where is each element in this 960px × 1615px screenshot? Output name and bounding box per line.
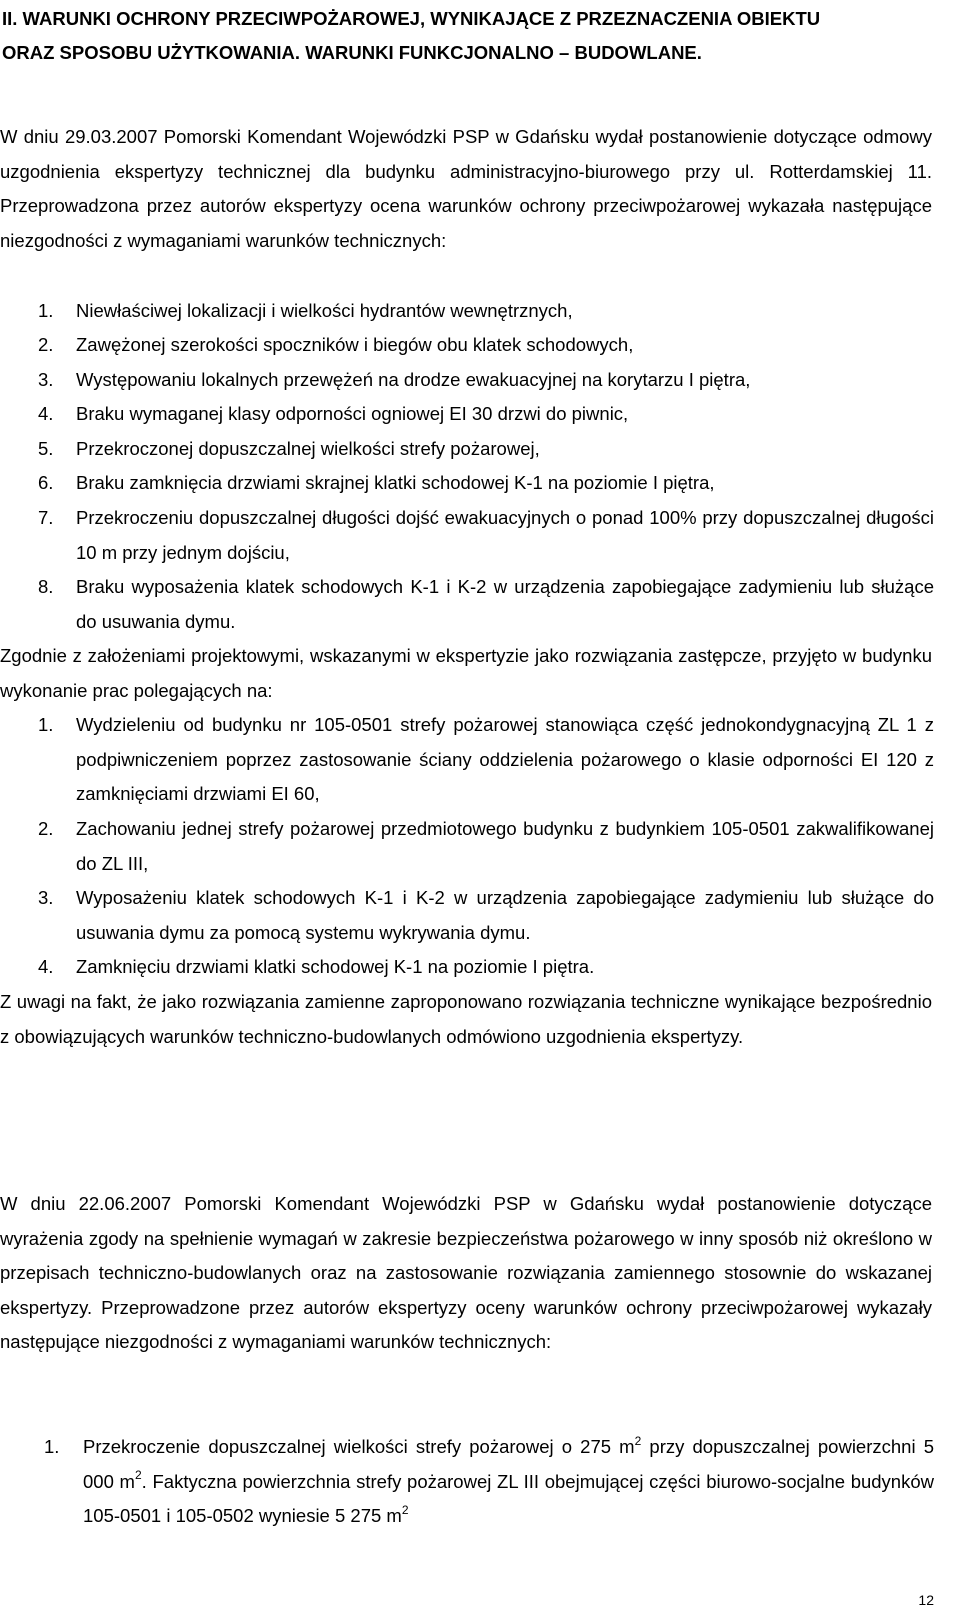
list-item-number: 4. (38, 403, 54, 424)
list-item-text: Braku zamknięcia drzwiami skrajnej klatki schodowej K-1 na poziomie I piętra, (76, 472, 715, 493)
list-item-text: Występowaniu lokalnych przewężeń na drodze ewakuacyjnej na korytarzu I piętra, (76, 369, 751, 390)
list-item-number: 3. (38, 369, 54, 390)
list-item-text: Braku wymaganej klasy odporności ogniowej EI 30 drzwi do piwnic, (76, 403, 629, 424)
list-item-number: 8. (38, 576, 54, 597)
list-item-number: 1. (38, 714, 54, 735)
list-item-number: 4. (38, 956, 54, 977)
list-item-text (83, 1430, 934, 1534)
section2-intro-paragraph: W dniu 22.06.2007 Pomorski Komendant Wojewódzki PSP w Gdańsku wydał postanowienie dotyczące wyrażenia zgody na spełnienie wymagań w zakresie bezpieczeństwa pożarowego w inny sposób niż określono w przepisach techniczno-budowlanych oraz na zastosowanie rozwiązania zamiennego stosownie do wskazanej ekspertyzy. Przeprowadzone przez autorów ekspertyzy oceny warunków ochrony przeciwpożarowej wykazały następujące niezgodności z wymaganiami warunków technicznych: (0, 1193, 932, 1353)
list-item-text-part: przy dopuszczalnej powierzchni 5 000 m (83, 1436, 934, 1492)
list-item-text: Wyposażeniu klatek schodowych K-1 i K-2 w urządzenia zapobiegające zadymieniu lub służące do usuwania dymu za pomocą systemu wykrywania dymu. (76, 887, 934, 943)
list-item-text: Zachowaniu jednej strefy pożarowej przedmiotowego budynku z budynkiem 105-0501 zakwalifikowanej do ZL III, (76, 818, 934, 874)
list-item-number: 2. (38, 334, 54, 355)
page-number: 12 (918, 1592, 934, 1608)
list-item-number: 2. (38, 818, 54, 839)
list-item (38, 881, 948, 951)
list-item (38, 501, 960, 571)
list-item-text-part: Przekroczenie dopuszczalnej wielkości strefy pożarowej o 275 m (83, 1436, 635, 1457)
list-item-number: 3. (38, 887, 54, 908)
list-item-number: 7. (38, 507, 54, 528)
heading-line-1: II. WARUNKI OCHRONY PRZECIWPOŻAROWEJ, WYNIKAJĄCE Z PRZEZNACZENIA OBIEKTU (2, 8, 821, 29)
list-item-number: 1. (44, 1436, 60, 1457)
heading-line-2: ORAZ SPOSOBU UŻYTKOWANIA. WARUNKI FUNKCJONALNO – BUDOWLANE. (2, 42, 702, 63)
superscript: 2 (134, 1468, 142, 1483)
list-item-number: 6. (38, 472, 54, 493)
list-item-text: Zamknięciu drzwiami klatki schodowej K-1 na poziomie I piętra. (76, 956, 595, 977)
list-item (44, 1430, 934, 1534)
list-item (38, 570, 960, 640)
superscript: 2 (634, 1433, 642, 1448)
superscript: 2 (401, 1503, 409, 1518)
list-item (38, 708, 948, 812)
closing-paragraph: Z uwagi na fakt, że jako rozwiązania zamienne zaproponowano rozwiązania techniczne wynikające bezpośrednio z obowiązujących warunków techniczno-budowlanych odmówiono uzgodnienia ekspertyzy. (0, 991, 932, 1047)
middle-paragraph: Zgodnie z założeniami projektowymi, wskazanymi w ekspertyzie jako rozwiązania zastępcze, przyjęto w budynku wykonanie prac polegających na: (0, 645, 932, 701)
list-item-text: Braku wyposażenia klatek schodowych K-1 i K-2 w urządzenia zapobiegające zadymieniu lub służące do usuwania dymu. (76, 576, 934, 632)
list-item-text: Zawężonej szerokości spoczników i biegów obu klatek schodowych, (76, 334, 634, 355)
list-item-text: Przekroczonej dopuszczalnej wielkości strefy pożarowej, (76, 438, 540, 459)
section-heading (2, 2, 934, 70)
list-item-text: Wydzieleniu od budynku nr 105-0501 strefy pożarowej stanowiąca część jednokondygnacyjną ZL 1 z podpiwniczeniem poprzez zastosowanie ściany oddzielenia pożarowego o klasie odporności EI 120 z zamknięciami drzwiami EI 60, (76, 714, 934, 805)
list-item (38, 812, 948, 882)
list-item-text: Niewłaściwej lokalizacji i wielkości hydrantów wewnętrznych, (76, 300, 573, 321)
list-item-number: 5. (38, 438, 54, 459)
list-item-text-part: . Faktyczna powierzchnia strefy pożarowej ZL III obejmującej części biurowo-socjalne budynków 105-0501 i 105-0502 wyniesie 5 275 m (83, 1470, 934, 1527)
list-item-number: 1. (38, 300, 54, 321)
list-item-text: Przekroczeniu dopuszczalnej długości dojść ewakuacyjnych o ponad 100% przy dopuszczalnej długości 10 m przy jednym dojściu, (76, 507, 934, 563)
section1-intro-paragraph: W dniu 29.03.2007 Pomorski Komendant Wojewódzki PSP w Gdańsku wydał postanowienie dotyczące odmowy uzgodnienia ekspertyzy technicznej dla budynku administracyjno-biurowego przy ul. Rotterdamskiej 11. Przeprowadzona przez autorów ekspertyzy ocena warunków ochrony przeciwpożarowej wykazała następujące niezgodności z wymaganiami warunków technicznych: (0, 126, 932, 251)
